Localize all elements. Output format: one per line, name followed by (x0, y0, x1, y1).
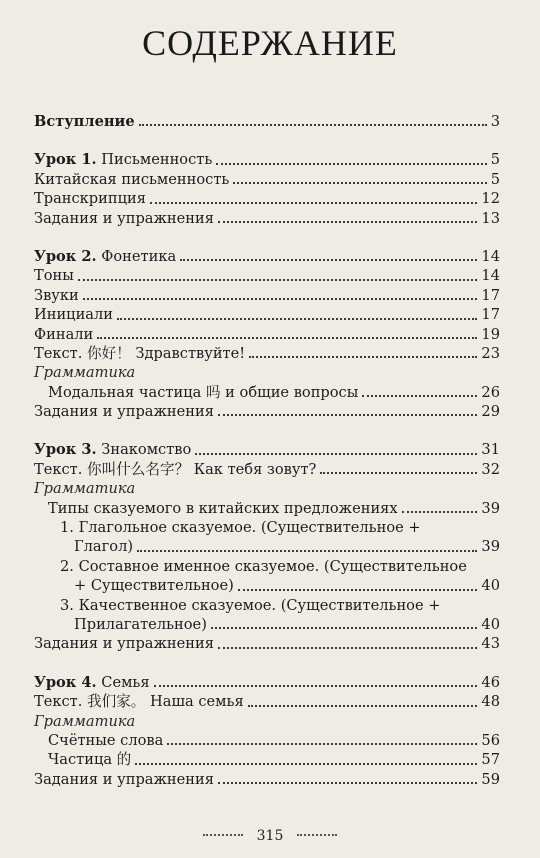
toc-entry-line: 2. Составное именное сказуемое. (Существительное (60, 557, 467, 575)
grammar-heading: Грамматика (34, 364, 136, 382)
grammar-heading: Грамматика (34, 712, 136, 730)
toc-entry: Тоны 14 (34, 267, 500, 285)
lesson-name: Письменность (96, 151, 213, 169)
page-number: 315 (256, 828, 284, 844)
footer-ornament (297, 834, 337, 836)
lesson-name: Фонетика (96, 247, 177, 265)
toc-entry: Задания и упражнения 43 (34, 635, 500, 653)
toc-entry: Типы сказуемого в китайских предложениях 39 (48, 499, 500, 517)
toc-entry: Задания и упражнения 13 (34, 209, 500, 227)
lesson-number: Урок 4. (34, 673, 97, 691)
toc-entry: Задания и упражнения 29 (34, 403, 500, 421)
lesson-number: Урок 3. (34, 441, 97, 459)
toc-entry: Текст. 你好！ Здравствуйте! 23 (34, 344, 500, 362)
toc-entry: Китайская письменность 5 (34, 170, 500, 188)
dot-leader (139, 124, 487, 126)
toc-entry: Транскрипция 12 (34, 190, 500, 208)
toc-entry: Инициали 17 (34, 306, 500, 324)
table-of-contents (34, 112, 500, 789)
toc-entry-lesson-2: Урок 2. Фонетика 14 (34, 247, 500, 265)
toc-entry-intro: Вступление 3 (34, 112, 500, 130)
toc-entry-lesson-1: Урок 1. Письменность 5 (34, 151, 500, 169)
toc-entry: + Существительное) 40 (74, 577, 500, 595)
footer-ornament (203, 834, 243, 836)
grammar-heading: Грамматика (34, 480, 136, 498)
toc-entry: Частица 的 57 (48, 751, 500, 769)
page-title: СОДЕРЖАНИЕ (142, 23, 398, 63)
toc-entry: Модальная частица 吗 и общие вопросы 26 (48, 383, 500, 401)
lesson-name: Знакомство (96, 441, 192, 459)
lesson-number: Урок 2. (34, 247, 97, 265)
toc-entry: Задания и упражнения 59 (34, 770, 500, 788)
lesson-number: Урок 1. (34, 151, 97, 169)
toc-entry-lesson-4: Урок 4. Семья 46 (34, 673, 500, 691)
toc-entry: Финали 19 (34, 325, 500, 343)
lesson-name: Семья (96, 673, 150, 691)
toc-entry: Текст. 你叫什么名字？ Как тебя зовут? 32 (34, 460, 500, 478)
toc-entry: Звуки 17 (34, 286, 500, 304)
toc-entry-line: 1. Глагольное сказуемое. (Существительное + (60, 519, 421, 537)
toc-entry: Счётные слова 56 (48, 731, 500, 749)
toc-entry-lesson-3: Урок 3. Знакомство 31 (34, 441, 500, 459)
toc-entry: Текст. 我们家。 Наша семья 48 (34, 693, 500, 711)
page-footer (0, 828, 540, 844)
toc-entry: Глагол) 39 (74, 538, 500, 556)
toc-entry-line: 3. Качественное сказуемое. (Существительное + (60, 596, 441, 614)
dot-leader (216, 163, 486, 165)
toc-entry: Прилагательное) 40 (74, 615, 500, 633)
